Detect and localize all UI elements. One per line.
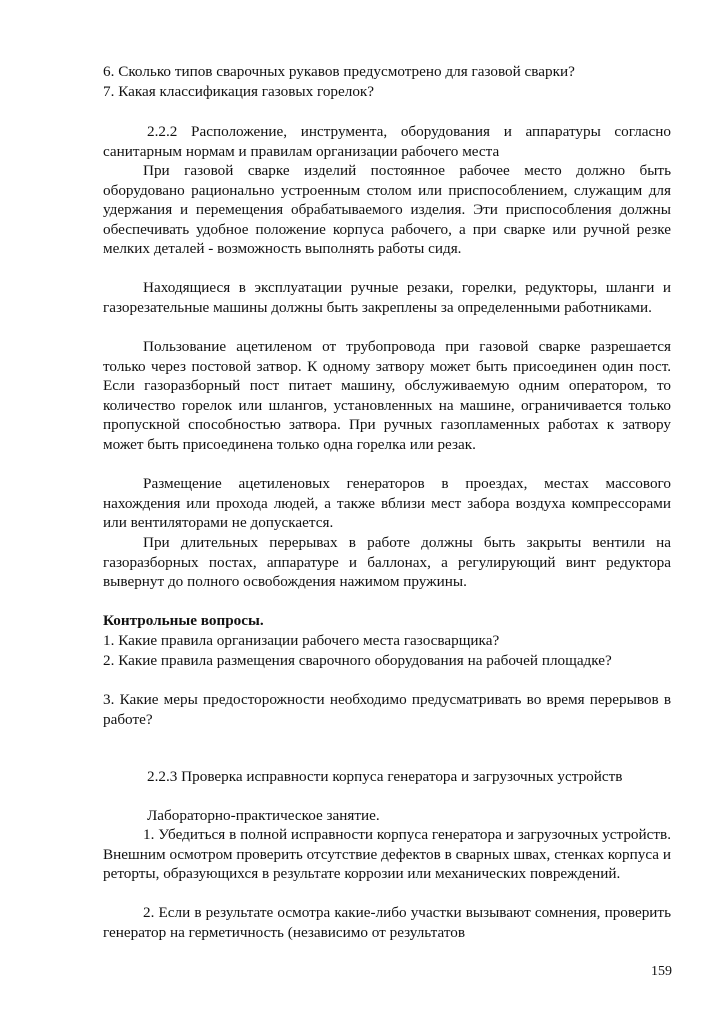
- section-222-paragraph-4: Размещение ацетиленовых генераторов в проездах, местах массового нахождения или прохода людей, а также вблизи мест забора воздуха компрессорами или вентиляторами не допускается.: [103, 475, 671, 531]
- control-questions-heading: Контрольные вопросы.: [103, 612, 264, 629]
- section-222-paragraph-3: Пользование ацетиленом от трубопровода при газовой сварке разрешается только через постовой затвор. К одному затвору может быть присоединен один пост. Если газоразборный пост питает машину, обслуживаемую одним оператором, то количество горелок или шлангов, установленных на машине, ограничивается только пропускной способностью затвора. При ручных газопламенных работах к затвору может быть присоединена только одна горелка или резак.: [103, 338, 671, 453]
- section-222-paragraph-5: При длительных перерывах в работе должны быть закрыты вентили на газоразборных постах, аппаратуре и баллонах, а регулирующий винт редуктора вывернут до полного освобождения нажимом пружины.: [103, 534, 671, 590]
- section-223-heading: 2.2.3 Проверка исправности корпуса генератора и загрузочных устройств: [147, 768, 623, 785]
- control-question-1: 1. Какие правила организации рабочего места газосварщика?: [103, 632, 500, 649]
- section-223-subtitle: Лабораторно-практическое занятие.: [147, 807, 380, 824]
- page-number: 159: [651, 964, 672, 979]
- control-question-2: 2. Какие правила размещения сварочного оборудования на рабочей площадке?: [103, 652, 612, 669]
- control-question-3: 3. Какие меры предосторожности необходимо предусматривать во время перерывов в работе?: [103, 691, 671, 728]
- section-223-item-2: 2. Если в результате осмотра какие-либо участки вызывают сомнения, проверить генератор на герметичность (независимо от результатов: [103, 904, 671, 941]
- prev-question-7: 7. Какая классификация газовых горелок?: [103, 83, 375, 100]
- prev-question-6: 6. Сколько типов сварочных рукавов предусмотрено для газовой сварки?: [103, 63, 575, 80]
- section-222-paragraph-1: При газовой сварке изделий постоянное рабочее место должно быть оборудовано рационально устроенным столом или приспособлением, служащим для удержания и перемещения обрабатываемого изделия. Эти приспособления должны обеспечивать удобное положение корпуса рабочего, а при сварке или ручной резке мелких деталей - возможность выполнять работы сидя.: [103, 162, 671, 257]
- section-222-heading: 2.2.2 Расположение, инструмента, оборудования и аппаратуры согласно санитарным нормам и правилам организации рабочего места: [103, 123, 671, 160]
- section-222-paragraph-2: Находящиеся в эксплуатации ручные резаки, горелки, редукторы, шланги и газорезательные машины должны быть закреплены за определенными работниками.: [103, 279, 671, 316]
- section-223-item-1: 1. Убедиться в полной исправности корпуса генератора и загрузочных устройств. Внешним осмотром проверить отсутствие дефектов в сварных швах, стенках корпуса и реторты, образующихся в результате коррозии или механических повреждений.: [103, 826, 671, 882]
